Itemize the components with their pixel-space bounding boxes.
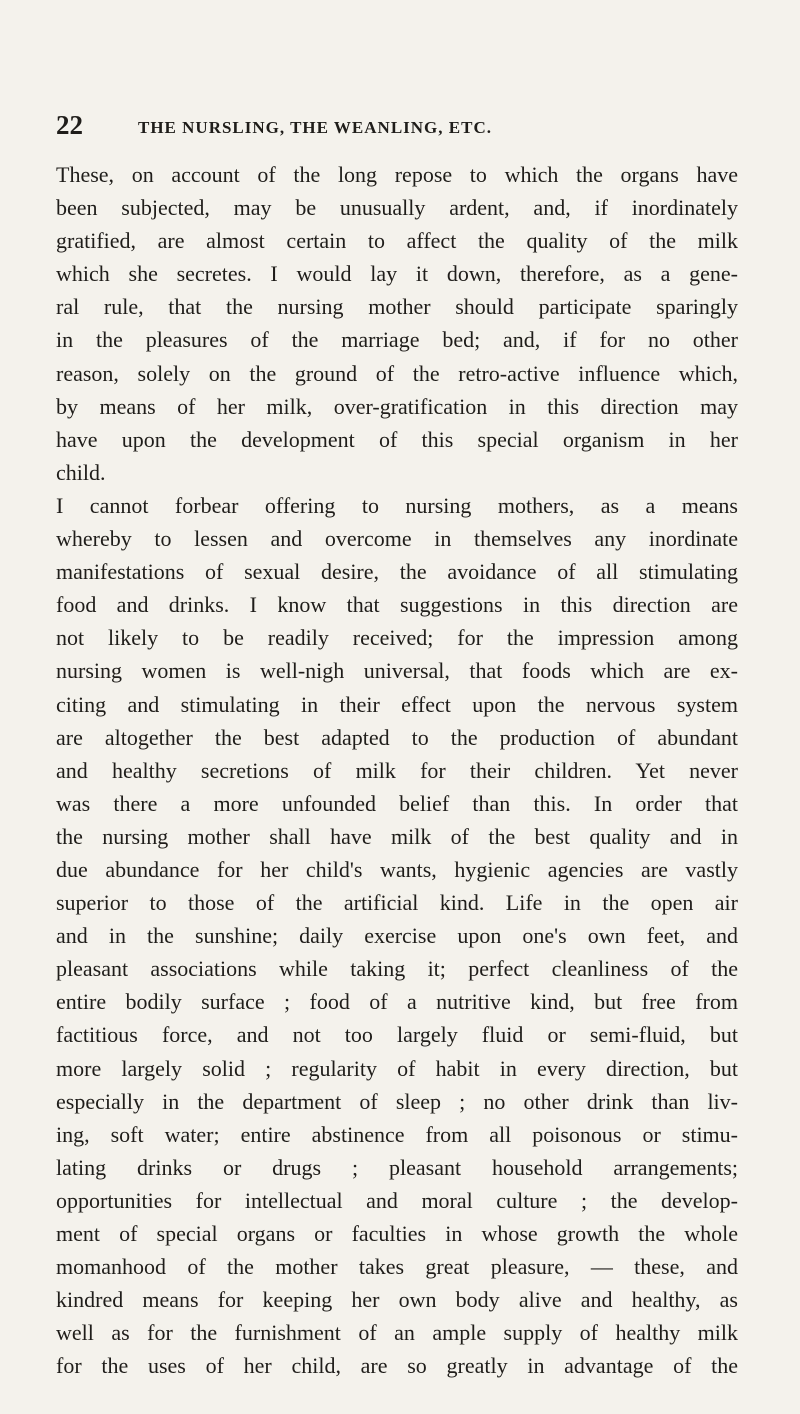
- body-text: [56, 158, 738, 1382]
- text-line: food and drinks. I know that suggestions in this direction are: [56, 592, 738, 618]
- text-line: ral rule, that the nursing mother should participate sparingly: [56, 294, 738, 320]
- text-line: reason, solely on the ground of the retro-active influence which,: [56, 360, 738, 386]
- text-line: especially in the department of sleep ; no other drink than liv-: [56, 1088, 738, 1114]
- text-line: more largely solid ; regularity of habit in every direction, but: [56, 1055, 738, 1081]
- running-title: THE NURSLING, THE WEANLING, ETC.: [138, 118, 492, 137]
- text-line: was there a more unfounded belief than this. In order that: [56, 790, 738, 816]
- text-line: which she secretes. I would lay it down, therefore, as a gene-: [56, 261, 738, 287]
- paragraph-2: [56, 489, 738, 1383]
- text-line: in the pleasures of the marriage bed; and, if for no other: [56, 327, 738, 353]
- text-line: pleasant associations while taking it; perfect cleanliness of the: [56, 956, 738, 982]
- paragraph-1: [56, 158, 738, 489]
- text-line: well as for the furnishment of an ample supply of healthy milk: [56, 1320, 738, 1346]
- text-line: and healthy secretions of milk for their children. Yet never: [56, 757, 738, 783]
- text-line: superior to those of the artificial kind. Life in the open air: [56, 890, 738, 916]
- text-line: I cannot forbear offering to nursing mothers, as a means: [56, 492, 738, 518]
- text-line: ment of special organs or faculties in whose growth the whole: [56, 1221, 738, 1246]
- text-line: citing and stimulating in their effect upon the nervous system: [56, 691, 738, 717]
- text-line: due abundance for her child's wants, hygienic agencies are vastly: [56, 856, 738, 882]
- text-line: entire bodily surface ; food of a nutritive kind, but free from: [56, 989, 738, 1015]
- text-line: opportunities for intellectual and moral culture ; the develop-: [56, 1187, 738, 1213]
- text-line: whereby to lessen and overcome in themselves any inordinate: [56, 526, 738, 552]
- text-line: for the uses of her child, are so greatly in advantage of the: [56, 1353, 738, 1379]
- text-line: gratified, are almost certain to affect the quality of the milk: [56, 228, 738, 254]
- text-line: been subjected, may be unusually ardent, and, if inordinately: [56, 195, 738, 221]
- text-line: by means of her milk, over-gratification in this direction may: [56, 393, 738, 419]
- text-line: lating drinks or drugs ; pleasant household arrangements;: [56, 1154, 738, 1180]
- text-line: ing, soft water; entire abstinence from all poisonous or stimu-: [56, 1121, 738, 1147]
- text-line: are altogether the best adapted to the production of abundant: [56, 724, 738, 750]
- text-line: manifestations of sexual desire, the avoidance of all stimulating: [56, 559, 738, 585]
- text-line: kindred means for keeping her own body alive and healthy, as: [56, 1287, 738, 1313]
- page-number: 22: [56, 110, 83, 140]
- text-line: momanhood of the mother takes great pleasure, — these, and: [56, 1254, 738, 1280]
- text-line: These, on account of the long repose to which the organs have: [56, 162, 738, 187]
- page-header: [56, 110, 746, 150]
- text-line: not likely to be readily received; for the impression among: [56, 625, 738, 651]
- text-line: have upon the development of this special organism in her: [56, 426, 738, 452]
- text-line: nursing women is well-nigh universal, that foods which are ex-: [56, 658, 738, 684]
- text-line: child.: [56, 459, 106, 485]
- text-line: the nursing mother shall have milk of the best quality and in: [56, 823, 738, 849]
- text-line: and in the sunshine; daily exercise upon one's own feet, and: [56, 923, 738, 949]
- text-line: factitious force, and not too largely fluid or semi-fluid, but: [56, 1022, 738, 1048]
